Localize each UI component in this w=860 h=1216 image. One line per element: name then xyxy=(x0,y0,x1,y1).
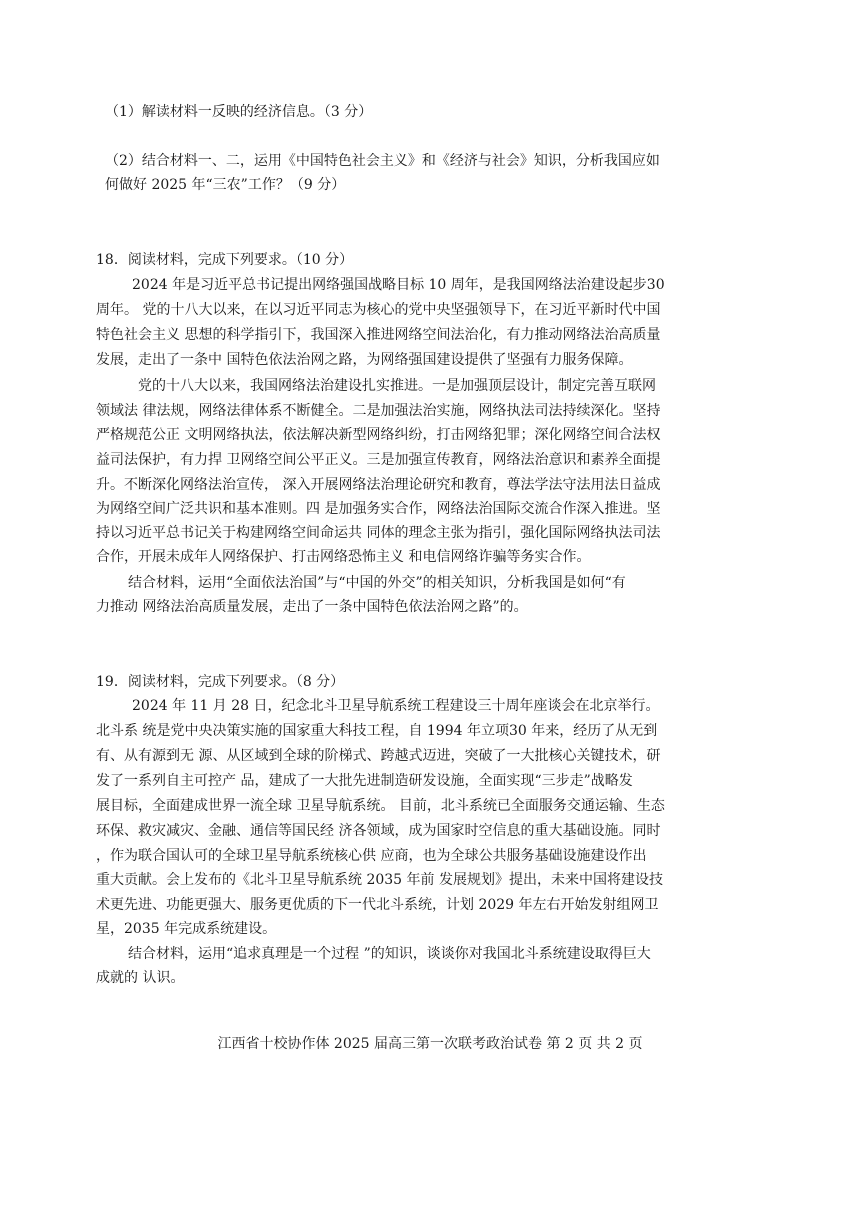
q18-line: 结合材料，运用“全面依法治国”与“中国的外交”的相关知识，分析我国是如何“有 xyxy=(128,575,626,591)
q18-line: 2024 年是习近平总书记提出网络强国战略目标 10 周年，是我国网络法治建设起步30 xyxy=(132,277,665,293)
page-footer: 江西省十校协作体 2025 届高三第一次联考政治试卷 第 2 页 共 2 页 xyxy=(217,1036,643,1052)
q18-line: 为网络空间广泛共识和基本准则。四 是加强务实合作，网络法治国际交流合作深入推进。坚 xyxy=(96,501,661,517)
q18-line: 严格规范公正 文明网络执法，依法解决新型网络纠纷，打击网络犯罪；深化网络空间合法权 xyxy=(96,427,661,443)
q18-line: 合作，开展未成年人网络保护、打击网络恐怖主义 和电信网络诈骗等务实合作。 xyxy=(96,549,591,565)
q19-line: 结合材料，运用“追求真理是一个过程 ”的知识，谈谈你对我国北斗系统建设取得巨大 xyxy=(128,946,651,962)
q18-line: 特色社会主义 思想的科学指引下，我国深入推进网络空间法治化，有力推动网络法治高质量 xyxy=(96,327,661,343)
q18-line: 益司法保护，有力捍 卫网络空间公平正义。三是加强宣传教育，网络法治意识和素养全面提 xyxy=(96,452,661,468)
q19-line: 星，2035 年完成系统建设。 xyxy=(96,921,277,937)
q19-line: 发了一系列自主可控产 品，建成了一大批先进制造研发设施，全面实现“三步走”战略发 xyxy=(96,773,633,789)
q19-line: 成就的 认识。 xyxy=(96,970,185,986)
q18-line: 持以习近平总书记关于构建网络空间命运共 同体的理念主张为指引，强化国际网络执法司法 xyxy=(96,525,661,541)
q18-line: 力推动 网络法治高质量发展，走出了一条中国特色依法治网之路”的。 xyxy=(96,599,528,615)
q19-line: 重大贡献。会上发布的《北斗卫星导航系统 2035 年前 发展规划》提出，未来中国将建设技 xyxy=(96,872,663,888)
q19-line: 术更先进、功能更强大、服务更优质的下一代北斗系统，计划 2029 年左右开始发射组网卫 xyxy=(96,897,659,913)
q18-line: 升。不断深化网络法治宣传， 深入开展网络法治理论研究和教育，尊法学法守法用法日益成 xyxy=(96,477,661,493)
q17-sub1: （1）解读材料一反映的经济信息。（3 分） xyxy=(105,104,373,120)
q19-line: 环保、救灾减灾、金融、通信等国民经 济各领域，成为国家时空信息的重大基础设施。同时 xyxy=(96,823,661,839)
q18-line: 党的十八大以来，我国网络法治建设扎实推进。一是加强顶层设计，制定完善互联网 xyxy=(138,378,656,394)
q17-sub2-line2: 何做好 2025 年“三农”工作？（9 分） xyxy=(105,177,346,193)
q19-line: 展目标，全面建成世界一流全球 卫星导航系统。 目前，北斗系统已全面服务交通运输、生态 xyxy=(96,798,665,814)
q18-line: 发展，走出了一条中 国特色依法治网之路，为网络强国建设提供了坚强有力服务保障。 xyxy=(96,352,633,368)
q19-line: 有、从有源到无 源、从区域到全球的阶梯式、跨越式迈进，突破了一大批核心关键技术，研 xyxy=(96,748,661,764)
q18-heading: 18．阅读材料，完成下列要求。（10 分） xyxy=(96,252,354,268)
q19-line: 2024 年 11 月 28 日，纪念北斗卫星导航系统工程建设三十周年座谈会在北京举行。 xyxy=(132,698,660,714)
q18-line: 领域法 律法规，网络法律体系不断健全。二是加强法治实施，网络执法司法持续深化。坚持 xyxy=(96,403,661,419)
q18-line: 周年。 党的十八大以来，在以习近平同志为核心的党中央坚强领导下，在习近平新时代中国 xyxy=(96,302,661,318)
q17-sub2-line1: （2）结合材料一、二，运用《中国特色社会主义》和《经济与社会》知识，分析我国应如 xyxy=(105,153,660,169)
q19-heading: 19．阅读材料，完成下列要求。（8 分） xyxy=(96,674,345,690)
q19-line: 北斗系 统是党中央决策实施的国家重大科技工程，自 1994 年立项30 年来，经历了从无到 xyxy=(96,723,658,739)
q19-line: ，作为联合国认可的全球卫星导航系统核心供 应商，也为全球公共服务基础设施建设作出 xyxy=(96,848,647,864)
